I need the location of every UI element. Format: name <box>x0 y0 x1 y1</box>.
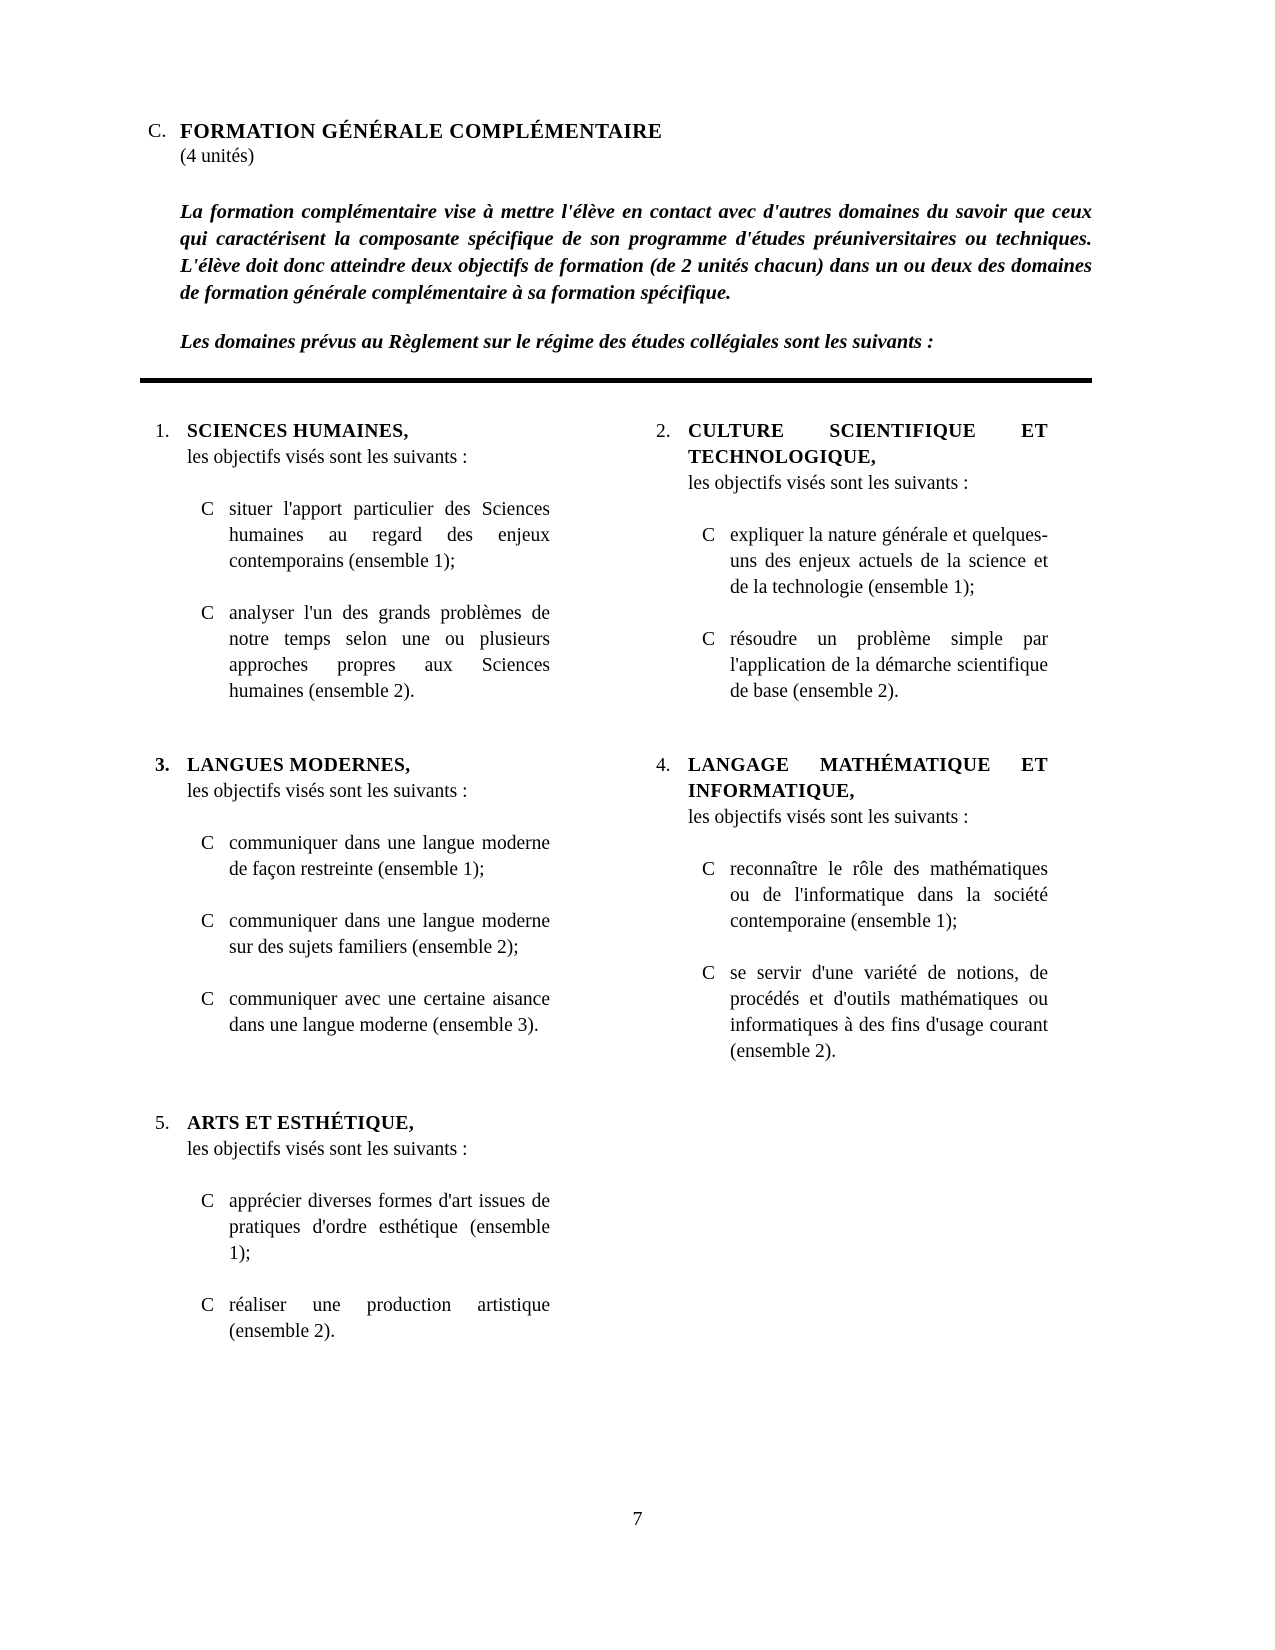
domain-number: 4. <box>656 755 671 776</box>
objective-text: communiquer dans une langue moderne sur des sujets familiers (ensemble 2); <box>229 911 550 958</box>
objective-item <box>201 831 550 883</box>
page-number: 7 <box>632 1508 643 1530</box>
objective-item <box>702 627 1048 705</box>
domain-title: SCIENCES HUMAINES, <box>187 421 409 442</box>
objective-item <box>702 961 1048 1065</box>
domain-title: ARTS ET ESTHÉTIQUE, <box>187 1113 415 1134</box>
horizontal-rule <box>140 378 1092 383</box>
domain-arts-esthetique <box>155 1111 550 1345</box>
objective-item <box>702 523 1048 601</box>
section-units: (4 unités) <box>180 146 255 167</box>
objective-text: communiquer avec une certaine aisance dans une langue moderne (ensemble 3). <box>229 989 550 1036</box>
objective-text: se servir d'une variété de notions, de procédés et d'outils mathématiques ou informatiques à des fins d'usage courant (ensemble 2). <box>730 963 1048 1062</box>
objective-item <box>201 601 550 705</box>
objective-item <box>201 1189 550 1267</box>
objective-text: reconnaître le rôle des mathématiques ou de l'informatique dans la société contemporaine (ensemble 1); <box>730 859 1048 932</box>
bullet-glyph: C <box>702 629 716 650</box>
bullet-glyph: C <box>702 525 716 546</box>
reglement-line: Les domaines prévus au Règlement sur le régime des études collégiales sont les suivants : <box>180 331 934 353</box>
objective-item <box>201 497 550 575</box>
section-header <box>148 118 1127 169</box>
section-title: FORMATION GÉNÉRALE COMPLÉMENTAIRE <box>180 119 663 143</box>
objective-text: résoudre un problème simple par l'application de la démarche scientifique de base (ensemble 2). <box>730 629 1048 702</box>
objective-text: analyser l'un des grands problèmes de notre temps selon une ou plusieurs approches propres aux Sciences humaines (ensemble 2). <box>229 603 550 702</box>
bullet-glyph: C <box>201 911 215 932</box>
domain-lead: les objectifs visés sont les suivants : <box>187 781 468 802</box>
objective-item <box>201 987 550 1039</box>
domain-title: LANGAGE MATHÉMATIQUE ET INFORMATIQUE, <box>688 755 1048 802</box>
objective-text: expliquer la nature générale et quelques-uns des enjeux actuels de la science et de la technologie (ensemble 1); <box>730 525 1048 598</box>
section-title-block <box>180 118 662 169</box>
domain-body <box>688 753 1048 1065</box>
objective-text: réaliser une production artistique (ensemble 2). <box>229 1295 550 1342</box>
objective-item <box>201 909 550 961</box>
left-column <box>155 419 550 1345</box>
section-letter: C. <box>148 120 167 142</box>
domain-lead: les objectifs visés sont les suivants : <box>688 807 969 828</box>
domain-body <box>187 419 550 705</box>
objective-item <box>702 857 1048 935</box>
domain-lead: les objectifs visés sont les suivants : <box>187 447 468 468</box>
bullet-glyph: C <box>702 963 716 984</box>
domain-langues-modernes <box>155 753 550 1039</box>
domain-title: CULTURE SCIENTIFIQUE ET TECHNOLOGIQUE, <box>688 421 1048 468</box>
domain-lead: les objectifs visés sont les suivants : <box>187 1139 468 1160</box>
domain-number: 1. <box>155 421 170 442</box>
bullet-glyph: C <box>201 989 215 1010</box>
bullet-glyph: C <box>201 1295 215 1316</box>
domain-body <box>187 1111 550 1345</box>
intro-paragraph: La formation complémentaire vise à mettre l'élève en contact avec d'autres domaines du savoir que ceux qui caractérisent la composante spécifique de son programme d'études préuniversitaires ou techniques. L'élève doit donc atteindre deux objectifs de formation (de 2 unités chacun) dans un ou deux des domaines de formation générale complémentaire à sa formation spécifique. <box>180 201 1092 304</box>
domain-sciences-humaines <box>155 419 550 705</box>
objective-text: situer l'apport particulier des Sciences humaines au regard des enjeux contemporains (ensemble 1); <box>229 499 550 572</box>
bullet-glyph: C <box>201 499 215 520</box>
domain-number: 2. <box>656 421 671 442</box>
bullet-glyph: C <box>201 1191 215 1212</box>
domain-number: 3. <box>155 755 170 776</box>
objective-text: apprécier diverses formes d'art issues de pratiques d'ordre esthétique (ensemble 1); <box>229 1191 550 1264</box>
domain-title: LANGUES MODERNES, <box>187 755 411 776</box>
bullet-glyph: C <box>201 833 215 854</box>
domain-body <box>688 419 1048 705</box>
domain-lead: les objectifs visés sont les suivants : <box>688 473 969 494</box>
domain-culture-scientifique <box>656 419 1048 705</box>
domain-number: 5. <box>155 1113 170 1134</box>
domain-langage-mathematique <box>656 753 1048 1065</box>
domains-columns <box>155 419 1127 1345</box>
objective-item <box>201 1293 550 1345</box>
bullet-glyph: C <box>702 859 716 880</box>
right-column <box>656 419 1048 1345</box>
bullet-glyph: C <box>201 603 215 624</box>
domain-body <box>187 753 550 1039</box>
objective-text: communiquer dans une langue moderne de façon restreinte (ensemble 1); <box>229 833 550 880</box>
